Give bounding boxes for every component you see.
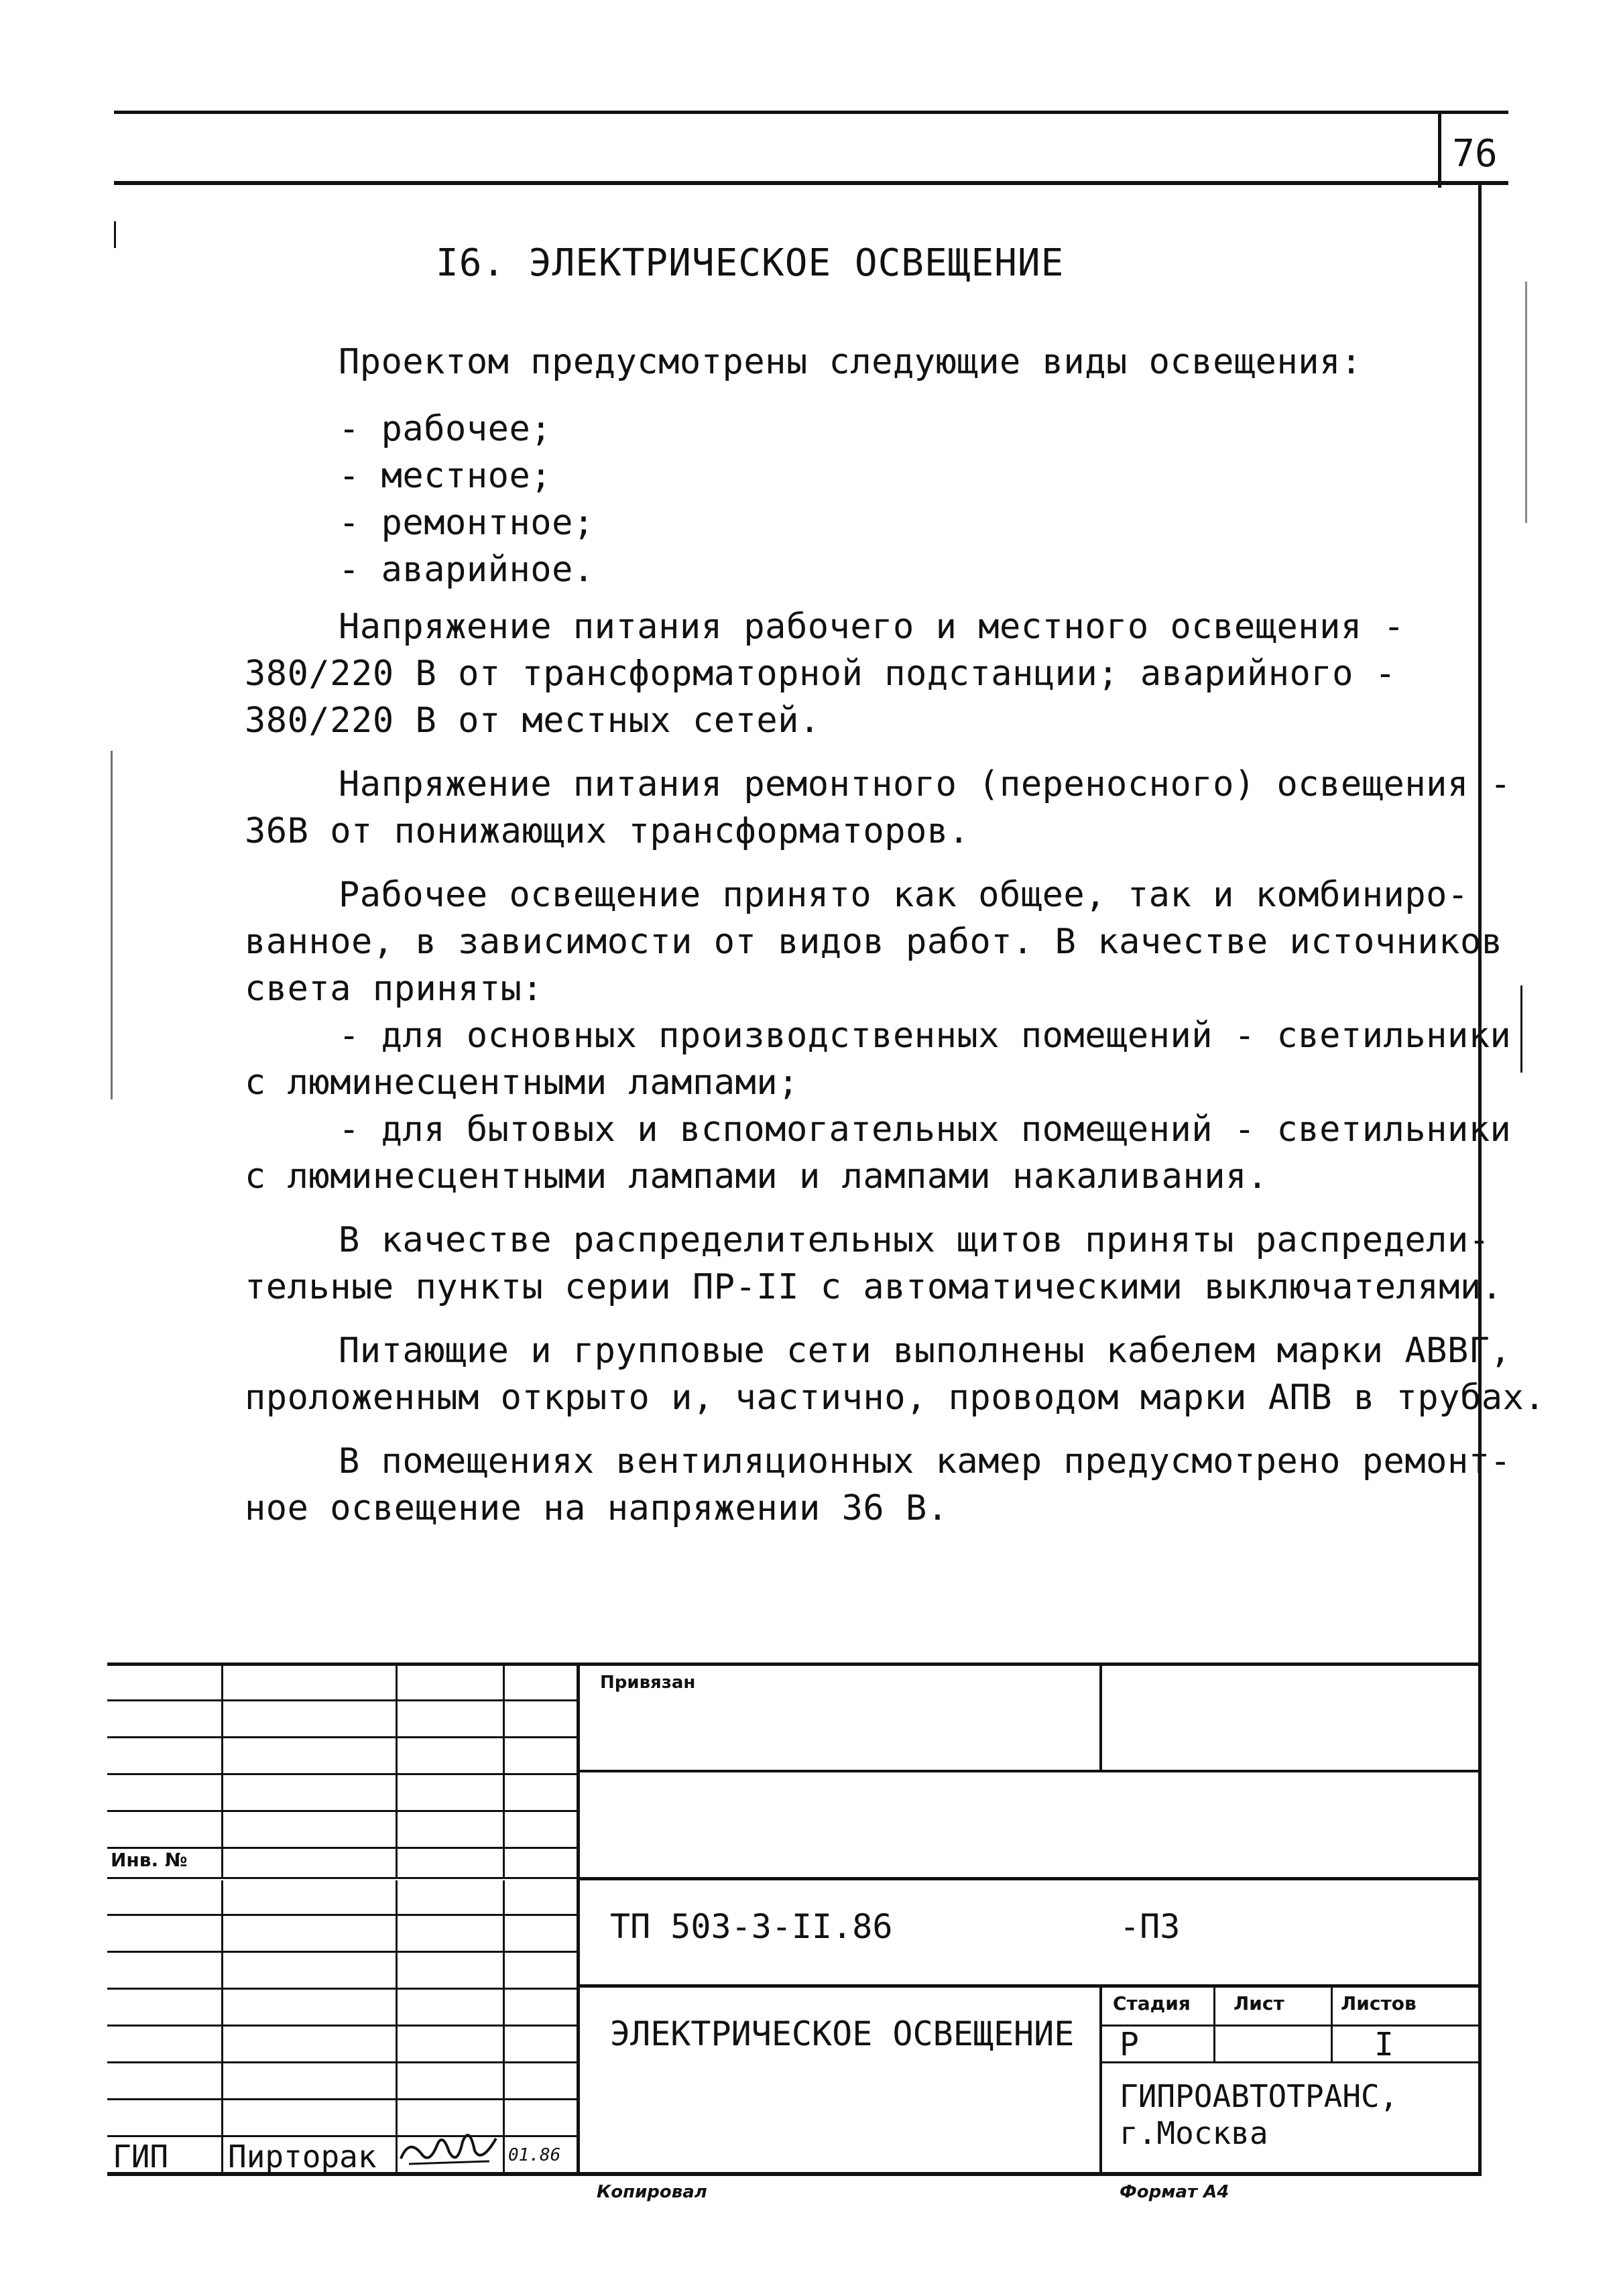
top-rule: [114, 111, 1508, 114]
ventilation-line: ное освещение на напряжении 36 В.: [245, 1488, 949, 1528]
signature-mark: [396, 2112, 503, 2172]
stage-value: Р: [1120, 2026, 1139, 2063]
section-title: I6. ЭЛЕКТРИЧЕСКОЕ ОСВЕЩЕНИЕ: [436, 241, 1065, 285]
working-lighting-line: с люминесцентными лампами;: [245, 1063, 799, 1103]
edge-mark: [1525, 282, 1527, 523]
list-item: - аварийное.: [339, 550, 595, 590]
voltage-line: Напряжение питания рабочего и местного освещения -: [339, 607, 1405, 647]
frame-top: [114, 181, 1508, 185]
sheets-total-label: Листов: [1341, 1992, 1417, 2014]
edge-mark: [111, 751, 113, 1099]
organization-city: г.Москва: [1120, 2115, 1268, 2151]
edge-mark: [1520, 985, 1522, 1073]
panels-line: В качестве распределительных щитов приняты распредели-: [339, 1220, 1490, 1260]
sheets-total-value: I: [1374, 2026, 1394, 2063]
panels-line: тельные пункты серии ПР-II с автоматическими выключателями.: [245, 1267, 1503, 1307]
voltage-repair-line: Напряжение питания ремонтного (переносного) освещения -: [339, 764, 1512, 804]
list-item: - рабочее;: [339, 409, 552, 449]
inventory-number-label: Инв. №: [111, 1849, 188, 1871]
working-lighting-line: - для бытовых и вспомогательных помещений - светильники: [339, 1109, 1512, 1150]
list-item: - местное;: [339, 456, 552, 496]
working-lighting-line: Рабочее освещение принято как общее, так и комбиниро-: [339, 875, 1469, 915]
copied-by-label: Копировал: [597, 2182, 707, 2202]
document-code: ТП 503-3-II.86: [610, 1907, 893, 1946]
chief-engineer-name: Пирторак: [228, 2138, 377, 2175]
working-lighting-line: ванное, в зависимости от видов работ. В качестве источников: [245, 922, 1503, 962]
voltage-line: 380/220 В от местных сетей.: [245, 701, 821, 741]
list-item: - ремонтное;: [339, 503, 595, 543]
working-lighting-line: - для основных производственных помещений - светильники: [339, 1016, 1512, 1056]
networks-line: проложенным открыто и, частично, проводом марки АПВ в трубах.: [245, 1378, 1546, 1418]
chief-engineer-label: ГИП: [113, 2138, 169, 2175]
paper-format-label: Формат А4: [1120, 2182, 1229, 2202]
voltage-repair-line: 36В от понижающих трансформаторов.: [245, 811, 970, 851]
privyazan-label: Привязан: [600, 1673, 696, 1693]
organization-name: ГИПРОАВТОТРАНС,: [1120, 2078, 1398, 2114]
networks-line: Питающие и групповые сети выполнены кабелем марки АВВГ,: [339, 1331, 1512, 1371]
signature-date: 01.86: [508, 2145, 561, 2165]
sheet-label: Лист: [1234, 1992, 1284, 2014]
edge-mark: [114, 221, 116, 248]
working-lighting-line: света приняты:: [245, 969, 544, 1009]
document-suffix: -ПЗ: [1120, 1907, 1181, 1946]
stage-label: Стадия: [1113, 1992, 1191, 2014]
working-lighting-line: с люминесцентными лампами и лампами накаливания.: [245, 1156, 1268, 1197]
voltage-line: 380/220 В от трансформаторной подстанции; аварийного -: [245, 654, 1396, 694]
ventilation-line: В помещениях вентиляционных камер предусмотрено ремонт-: [339, 1441, 1512, 1482]
intro-paragraph: Проектом предусмотрены следующие виды освещения:: [339, 342, 1362, 382]
document-title: ЭЛЕКТРИЧЕСКОЕ ОСВЕЩЕНИЕ: [610, 2014, 1075, 2053]
page-number: 76: [1452, 132, 1498, 176]
